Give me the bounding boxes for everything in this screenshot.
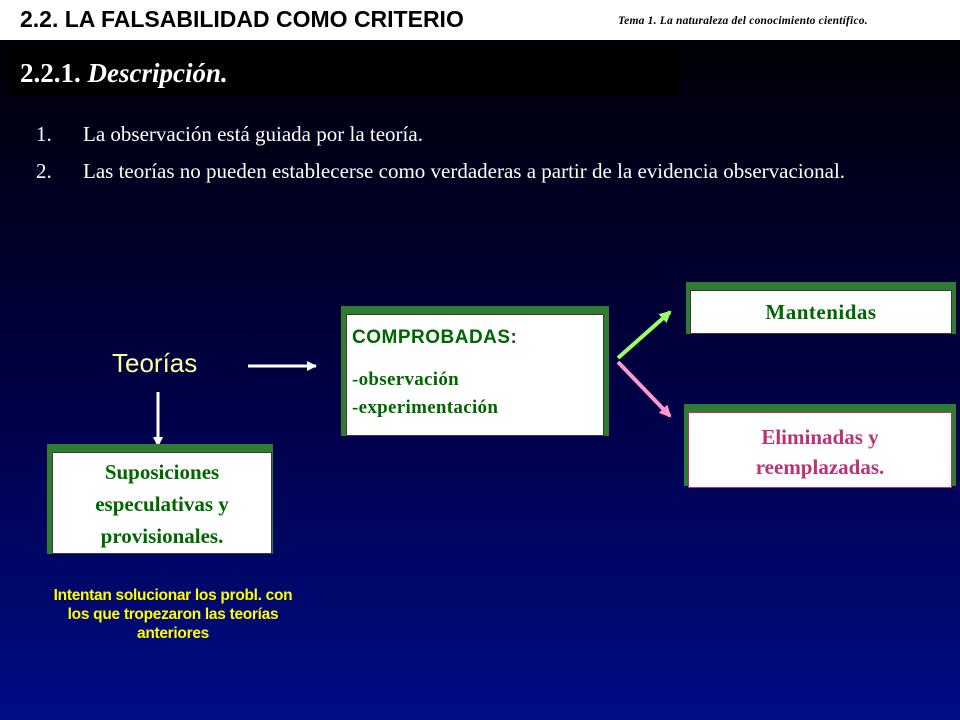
note-line: los que tropezaron las teorías <box>67 606 279 623</box>
eliminadas-line: reemplazadas. <box>755 455 885 479</box>
comprobadas-item: -observación <box>352 369 460 390</box>
arrow-to-mantenidas <box>618 312 670 358</box>
suposiciones-line: Suposiciones <box>104 460 220 484</box>
suposiciones-line: provisionales. <box>100 524 224 548</box>
note-text <box>28 586 318 643</box>
list-item-number: 2. <box>36 159 52 183</box>
list-item-number: 1. <box>36 122 52 146</box>
eliminadas-line: Eliminadas y <box>761 425 879 449</box>
suposiciones-text <box>52 456 272 552</box>
mantenidas-label: Mantenidas <box>765 300 877 324</box>
comprobadas-item: -experimentación <box>352 397 499 418</box>
header-title: 2.2. LA FALSABILIDAD COMO CRITERIO <box>20 6 464 32</box>
teorias-label: Teorías <box>112 348 198 378</box>
section-name: Descripción. <box>87 58 228 88</box>
comprobadas-heading: COMPROBADAS: <box>352 327 518 348</box>
list-item-text: La observación está guiada por la teoría. <box>83 122 423 146</box>
arrow-to-eliminadas <box>618 362 670 416</box>
note-line: Intentan solucionar los probl. con <box>53 587 293 604</box>
list-item-text: Las teorías no pueden establecerse como verdaderas a partir de la evidencia observacional. <box>83 159 846 183</box>
note-line: anteriores <box>137 625 209 642</box>
suposiciones-line: especulativas y <box>95 492 229 516</box>
eliminadas-text <box>688 422 952 482</box>
comprobadas-text <box>352 322 602 422</box>
header-subtitle: Tema 1. La naturaleza del conocimiento científico. <box>618 15 868 27</box>
section-number: 2.2.1. <box>20 58 81 88</box>
